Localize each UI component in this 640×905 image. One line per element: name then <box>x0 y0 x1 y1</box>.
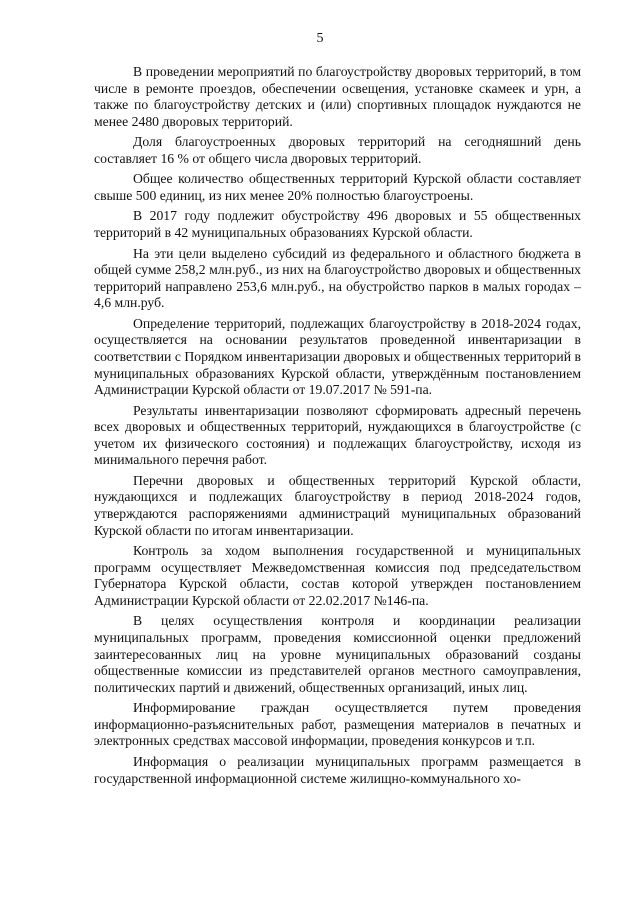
paragraph-courtyard-improvement: В проведении мероприятий по благоустройству дворовых территорий, в том числе в ремонте проездов, обеспечении освещения, установке скамеек и урн, а также по благоустройству детских и (или) спортивных площадок нуждаются не менее 2480 дворовых территорий. <box>94 64 581 129</box>
paragraph-citizen-information: Информирование граждан осуществляется путем проведения информационно-разъяснительных работ, размещения материалов в печатных и электронных средствах массовой информации, проведения конкурсов и т.п. <box>94 700 581 749</box>
paragraph-public-territories-count: Общее количество общественных территорий Курской области составляет свыше 500 единиц, из них менее 20% полностью благоустроены. <box>94 171 581 203</box>
paragraph-territory-lists: Перечни дворовых и общественных территорий Курской области, нуждающихся и подлежащих благоустройству в период 2018-2024 годов, утверждаются распоряжениями администраций муниципальных образований Курской области по итогам инвентаризации. <box>94 472 581 538</box>
body-text <box>94 64 581 787</box>
paragraph-subsidies: На эти цели выделено субсидий из федерального и областного бюджета в общей сумме 258,2 млн.руб., из них на благоустройство дворовых и общественных территорий направлено 253,6 млн.руб., на обустройство парков в малых городах – 4,6 млн.руб. <box>94 245 581 311</box>
paragraph-2017-plan: В 2017 году подлежит обустройству 496 дворовых и 55 общественных территорий в 42 муниципальных образованиях Курской области. <box>94 208 581 241</box>
page-number: 5 <box>316 31 324 46</box>
paragraph-program-information: Информация о реализации муниципальных программ размещается в государственной информационной системе жилищно-коммунального хо- <box>94 753 581 786</box>
paragraph-improved-share: Доля благоустроенных дворовых территорий на сегодняшний день составляет 16 % от общего числа дворовых территорий. <box>94 134 581 166</box>
paragraph-inventory-results: Результаты инвентаризации позволяют сформировать адресный перечень всех дворовых и общественных территорий, нуждающихся в благоустройстве (с учетом их физического состояния) и подлежащих благоустройству, исходя из минимального перечня работ. <box>94 402 581 468</box>
paragraph-program-control: Контроль за ходом выполнения государственной и муниципальных программ осуществляет Межведомственная комиссия под председательством Губернатора Курской области, состав которой утвержден постановлением Администрации Курской области от 22.02.2017 №146-па. <box>94 543 581 608</box>
paragraph-territory-definition: Определение территорий, подлежащих благоустройству в 2018-2024 годах, осуществляется на основании результатов проведенной инвентаризации в соответствии с Порядком инвентаризации дворовых и общественных территорий в муниципальных образованиях Курской области, утверждённым постановлением Администрации Курской области от 19.07.2017 № 591-па. <box>94 315 581 398</box>
paragraph-public-commissions: В целях осуществления контроля и координации реализации муниципальных программ, проведения комиссионной оценки предложений заинтересованных лиц на уровне муниципальных образований созданы общественные комиссии из представителей органов местного самоуправления, политических партий и движений, общественных организаций, иных лиц. <box>94 613 581 695</box>
